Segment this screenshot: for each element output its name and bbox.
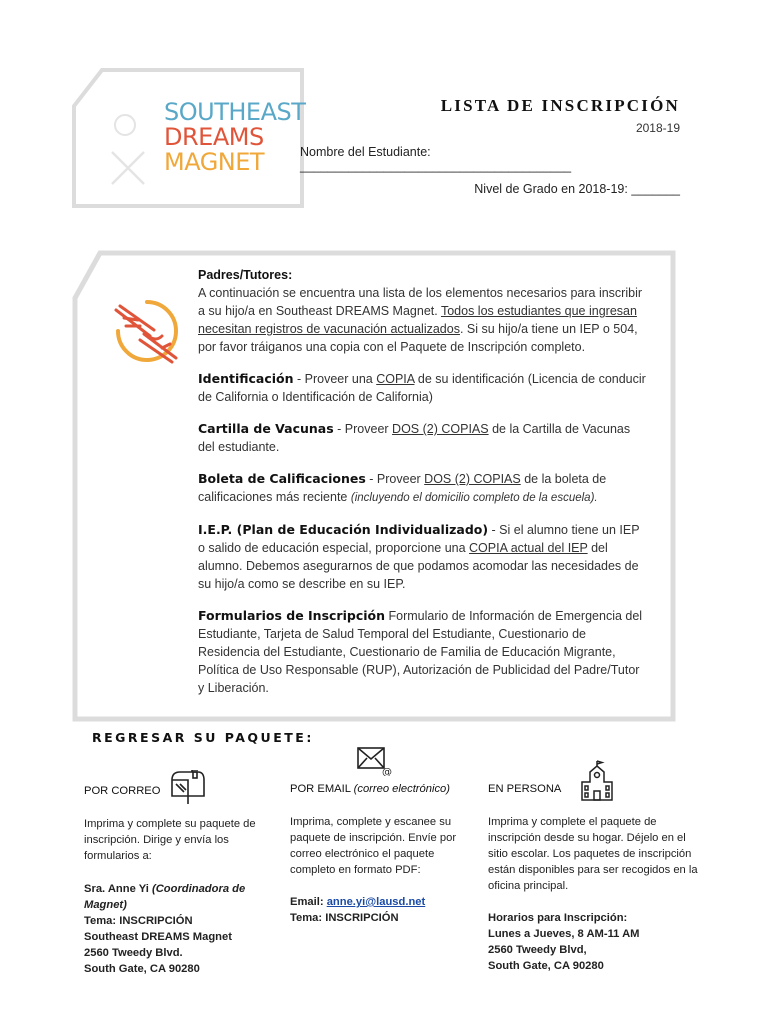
logo-line-dreams: DREAMS [164, 123, 264, 151]
section-iep [198, 521, 648, 593]
section-title: Boleta de Calificaciones [198, 471, 366, 486]
section-underline: COPIA actual del IEP [469, 541, 588, 555]
mail-address-2: 2560 Tweedy Blvd. [84, 947, 183, 959]
school-building-icon [578, 760, 616, 802]
section-forms [198, 607, 648, 697]
in-person-address-2: South Gate, CA 90280 [488, 960, 604, 972]
clasped-hands-icon [112, 296, 182, 366]
section-text: - Proveer [365, 472, 425, 486]
in-person-heading: EN PERSONA [488, 783, 562, 795]
mail-address-3: South Gate, CA 90280 [84, 963, 200, 975]
hours-value: Lunes a Jueves, 8 AM-11 AM [488, 928, 640, 940]
email-instructions: Imprima, complete y escanee su paquete de inscripción. Envíe por correo electrónico el paquete completo en formato PDF: [290, 816, 457, 876]
mail-subject: Tema: INSCRIPCIÓN [84, 915, 193, 927]
section-text: - Proveer una [293, 372, 377, 386]
grade-level-blank: _______ [631, 182, 680, 196]
logo-line-magnet: MAGNET [164, 148, 265, 176]
email-heading [290, 783, 450, 795]
school-logo [164, 100, 305, 175]
mail-heading: POR CORREO [84, 785, 161, 797]
requirements-content [198, 266, 648, 697]
section-title: Identificación [198, 371, 294, 386]
mail-recipient [84, 881, 264, 913]
student-name-label: Nombre del Estudiante: [300, 145, 431, 159]
section-text: de la Cartilla de Vacunas del estudiante. [198, 422, 631, 454]
section-identification [198, 370, 648, 406]
email-heading-italic: (correo electrónico) [353, 783, 450, 795]
mail-recipient-name: Sra. Anne Yi [84, 883, 149, 895]
section-vaccine-card [198, 420, 648, 456]
email-subject: Tema: INSCRIPCIÓN [290, 912, 399, 924]
school-year: 2018-19 [635, 121, 680, 135]
mail-instructions: Imprima y complete su paquete de inscripción. Dirige y envía los formularios a: [84, 818, 256, 862]
hours-title: Horarios para Inscripción: [488, 912, 628, 924]
intro-text: A continuación se encuentra una lista de los elementos necesarios para inscribir a su hijo/a en Southeast DREAMS Magnet. [198, 286, 643, 318]
section-title: Formularios de Inscripción [198, 608, 386, 623]
section-text: de su identificación (Licencia de conducir de California o Identificación de California) [198, 372, 646, 404]
email-column [290, 814, 465, 926]
in-person-address-1: 2560 Tweedy Blvd, [488, 944, 587, 956]
in-person-instructions: Imprima y complete el paquete de inscripción desde su hogar. Déjelo en el sitio escolar. Los paquetes de inscripción están disponibles para ser recogidos en la oficina principal. [488, 816, 698, 892]
intro-paragraph [198, 266, 648, 356]
email-heading-text: POR EMAIL [290, 783, 351, 795]
section-title: I.E.P. (Plan de Educación Individualizado) [198, 522, 489, 537]
mail-recipient-role: (Coordinadora de Magnet) [84, 883, 246, 911]
grade-level-label: Nivel de Grado en 2018-19: [474, 182, 628, 196]
section-italic: (incluyendo el domicilio completo de la escuela). [350, 492, 598, 504]
return-packet-title: REGRESAR SU PAQUETE: [92, 730, 314, 745]
logo-line-southeast: SOUTHEAST [164, 98, 306, 126]
section-text: - Si el alumno tiene un IEP o salido de educación especial, proporcione una [198, 523, 640, 555]
email-label: Email: [290, 896, 324, 908]
section-report-card [198, 470, 648, 507]
email-icon [356, 746, 392, 776]
section-title: Cartilla de Vacunas [198, 421, 334, 436]
section-text: Formulario de Información de Emergencia del Estudiante, Tarjeta de Salud Temporal del Estudiante, Cuestionario de Residencia del Estudiante, Cuestionario de Familia de Educación Migrante, Política de Uso Responsable (RUP), Autorización de Publicidad del Padre/Tutor y Liberación. [198, 609, 643, 695]
section-text: - Proveer [333, 422, 393, 436]
mailbox-icon [166, 770, 206, 806]
section-underline: DOS (2) COPIAS [424, 472, 521, 486]
intro-heading: Padres/Tutores: [198, 268, 293, 282]
email-link[interactable]: anne.yi@lausd.net [326, 896, 426, 908]
svg-text:@: @ [382, 767, 392, 776]
page-title: LISTA DE INSCRIPCIÓN [440, 96, 680, 115]
student-name-blank: _______________________________________ [300, 159, 572, 173]
section-underline: COPIA [376, 372, 415, 386]
intro-text-2: . Si su hijo/a tiene un IEP o 504, por favor tráiganos una copia con el Paquete de Inscripción completo. [198, 322, 638, 354]
mail-column [84, 816, 264, 977]
section-underline: DOS (2) COPIAS [392, 422, 489, 436]
mail-address-1: Southeast DREAMS Magnet [84, 931, 232, 943]
grade-level-field[interactable] [400, 182, 680, 196]
in-person-column [488, 814, 698, 974]
student-name-field[interactable] [300, 145, 680, 173]
section-text: de la boleta de calificaciones más reciente [198, 472, 607, 504]
email-line [290, 894, 465, 910]
section-text: del alumno. Debemos asegurarnos de que podamos acomodar las necesidades de su hijo/a como se describe en su IEP. [198, 541, 639, 591]
intro-vaccination-notice: Todos los estudiantes que ingresan necesitan registros de vacunación actualizados [198, 304, 637, 336]
